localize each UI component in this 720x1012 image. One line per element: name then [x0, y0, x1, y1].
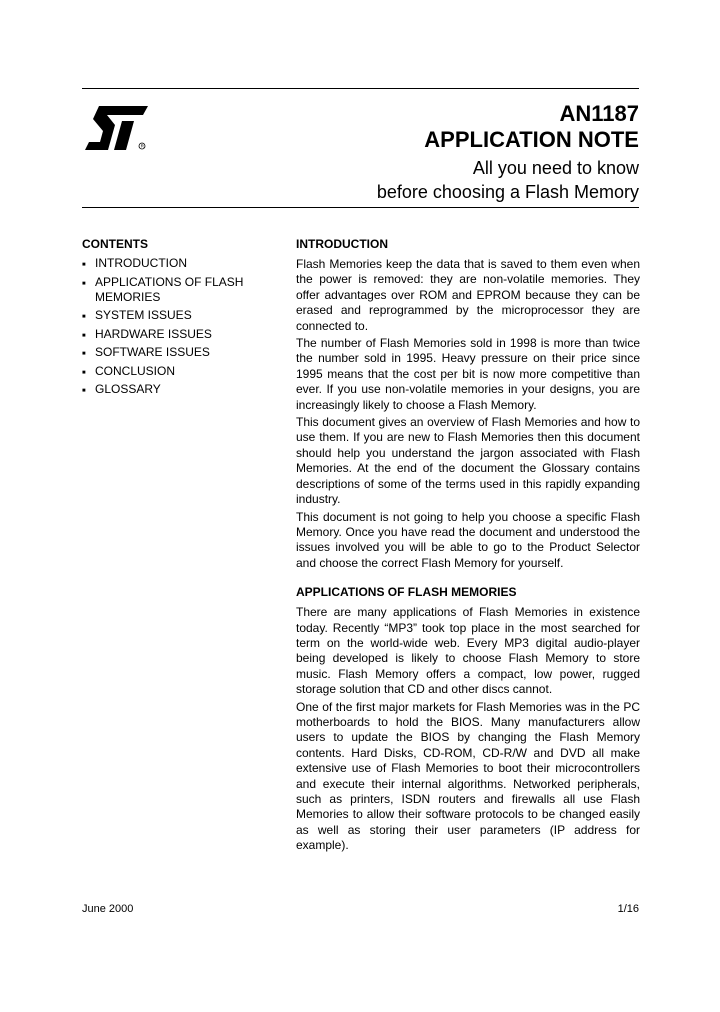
contents-item-hardware-issues: ■ HARDWARE ISSUES	[82, 327, 282, 342]
applications-heading: APPLICATIONS OF FLASH MEMORIES	[296, 585, 517, 600]
document-type: APPLICATION NOTE	[424, 127, 639, 152]
contents-item-system-issues: ■ SYSTEM ISSUES	[82, 308, 282, 323]
introduction-paragraph: The number of Flash Memories sold in 1998 is more than twice the number sold in 1995. Heavy pressure on their price since 1995 means that the cost per bit is now more competitive than ever. If you use non-volatile memories in your designs, you are increasingly likely to choose a Flash Memory.	[296, 336, 640, 412]
contents-item-software-issues: ■ SOFTWARE ISSUES	[82, 345, 282, 360]
bullet-icon: ■	[82, 332, 86, 339]
contents-item-glossary: ■ GLOSSARY	[82, 382, 282, 397]
applications-paragraph: There are many applications of Flash Memories in existence today. Recently “MP3” took top place in the most searched for term on the world-wide web. Every MP3 digital audio-player being developed is likely to choose Flash Memory to store music. Flash Memory offers a compact, low power, rugged storage solution that CD and other discs cannot.	[296, 605, 640, 697]
top-rule	[82, 88, 639, 89]
document-code: AN1187	[559, 101, 639, 126]
introduction-paragraph: This document is not going to help you choose a specific Flash Memory. Once you have read the document and understood the issues involved you will be able to go to the Product Selector and choose the correct Flash Memory for yourself.	[296, 509, 640, 570]
bullet-icon: ■	[82, 369, 86, 376]
bullet-icon: ■	[82, 388, 86, 394]
footer-page-number: 1/16	[617, 903, 639, 915]
applications-paragraph: One of the first major markets for Flash Memories was in the PC motherboards to hold the BIOS. Many manufacturers allow users to update the BIOS by changing the Flash Memory contents. Hard Disks, CD-ROM, CD-R/W and DVD all make extensive use of Flash Memories to boot their microcontrollers and execute their internal algorithms. Networked peripherals, such as printers, ISDN routers and firewalls all use Flash Memories to allow their software protocols to be changed easily as well as storing their user parameters (IP address for example).	[296, 699, 640, 853]
svg-text:R: R	[140, 143, 144, 149]
introduction-paragraph: Flash Memories keep the data that is saved to them even when the power is removed: they are non-volatile memories. They offer advantages over ROM and EPROM because they can be erased and reprogrammed by the microprocessor they are connected to.	[296, 257, 640, 333]
contents-list	[82, 237, 282, 401]
contents-title: CONTENTS	[82, 237, 148, 251]
bullet-icon: ■	[82, 314, 86, 320]
contents-item-conclusion: ■ CONCLUSION	[82, 364, 282, 379]
contents-item-introduction: ■ INTRODUCTION	[82, 256, 282, 271]
bullet-icon: ■	[82, 262, 86, 268]
bullet-icon: ■	[82, 280, 86, 287]
bullet-icon: ■	[82, 351, 86, 357]
st-logo-icon	[82, 105, 150, 151]
main-body	[296, 237, 640, 856]
contents-item-applications: ■ APPLICATIONS OF FLASH MEMORIES	[82, 274, 244, 304]
header-rule	[82, 207, 639, 208]
subtitle-line-1: All you need to know	[472, 158, 639, 178]
footer-date: June 2000	[82, 903, 134, 915]
subtitle-line-2: before choosing a Flash Memory	[376, 182, 639, 202]
introduction-paragraph: This document gives an overview of Flash Memories and how to use them. If you are new to Flash Memories then this document should help you understand the jargon associated with Flash Memories. At the end of the document the Glossary contains descriptions of some of the terms used in this rapidly expanding industry.	[296, 415, 640, 507]
introduction-heading: INTRODUCTION	[296, 237, 388, 251]
